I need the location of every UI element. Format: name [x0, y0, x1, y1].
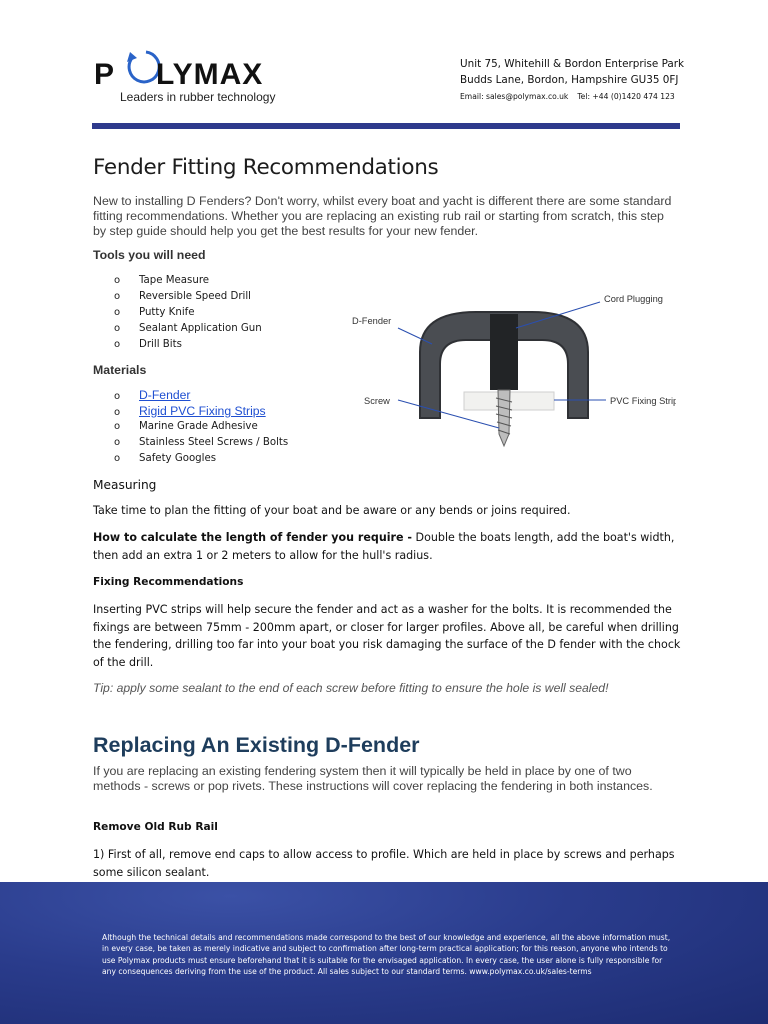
tool-label: Reversible Speed Drill: [139, 291, 252, 302]
tool-label: Sealant Application Gun: [139, 323, 262, 334]
measuring-paragraph: Take time to plan the fitting of your boat and be aware or any bends or joins required.: [93, 504, 571, 517]
address-line-2: Budds Lane, Bordon, Hampshire GU35 0FJ: [460, 74, 679, 86]
polymax-logo: [94, 36, 324, 108]
measuring-heading: Measuring: [93, 478, 157, 492]
svg-text:LYMAX: LYMAX: [156, 58, 264, 91]
header-rule: [92, 123, 680, 129]
replacing-title: Replacing An Existing D-Fender: [93, 733, 420, 757]
tip-text: Tip: apply some sealant to the end of each screw before fitting to ensure the hole is well sealed!: [93, 681, 609, 695]
tool-label: Tape Measure: [139, 275, 210, 286]
contact-meta: [460, 92, 684, 101]
fixing-heading: Fixing Recommendations: [93, 576, 244, 588]
bullet-icon: o: [114, 391, 121, 402]
footer-disclaimer: Although the technical details and recommendations made correspond to the best of our knowledge and experience, all the above information must, in every case, be taken as merely indicative and subject to confirmation after long-term practical application; for this reason, anyone who intends to use Polymax products must ensure beforehand that it is suitable for the envisaged application. In every case, the user alone is fully responsible for any consequences deriving from the use of the product. All sales subject to our standard terms. www.polymax.co.uk/sales-terms: [102, 933, 671, 976]
bullet-icon: o: [114, 307, 121, 318]
tool-item: [114, 337, 262, 353]
bullet-icon: o: [114, 323, 121, 334]
label-screw: Screw: [364, 396, 390, 406]
logo-tagline: Leaders in rubber technology: [120, 90, 276, 104]
materials-list: [114, 387, 288, 467]
remove-rub-rail-heading: Remove Old Rub Rail: [93, 821, 218, 833]
material-label: Marine Grade Adhesive: [139, 421, 258, 432]
tools-heading: Tools you will need: [93, 248, 206, 262]
material-item[interactable]: [114, 387, 288, 403]
bullet-icon: o: [114, 453, 121, 464]
label-cord-plugging: Cord Plugging: [604, 294, 663, 304]
label-pvc-fixing-strip: PVC Fixing Strip: [610, 396, 676, 406]
materials-heading: Materials: [93, 363, 147, 377]
svg-text:P: P: [94, 58, 115, 91]
bullet-icon: o: [114, 437, 121, 448]
bullet-icon: o: [114, 421, 121, 432]
screw: [498, 390, 510, 446]
logo-wordmark-graphic: [94, 36, 324, 92]
d-fender-diagram: [346, 286, 676, 456]
email-text[interactable]: Email: sales@polymax.co.uk: [460, 92, 569, 101]
bullet-icon: o: [114, 291, 121, 302]
tools-list: [114, 273, 262, 353]
contact-block: [460, 56, 684, 101]
tool-item: [114, 273, 262, 289]
page-title: Fender Fitting Recommendations: [93, 155, 439, 180]
cord-plugging: [490, 314, 518, 390]
label-d-fender: D-Fender: [352, 316, 392, 326]
material-label: Safety Googles: [139, 453, 217, 464]
length-calculation-paragraph: [93, 529, 683, 564]
tool-label: Drill Bits: [139, 339, 182, 350]
tool-item: [114, 305, 262, 321]
bullet-icon: o: [114, 275, 121, 286]
length-calculation-text: Double the boats length, add the boat's width, then add an extra 1 or 2 meters to allow for the hull's radius.: [93, 531, 675, 562]
intro-paragraph: New to installing D Fenders? Don't worry, whilst every boat and yacht is different there are some standard fitting recommendations. Whether you are replacing an existing rub rail or starting from scratch, this step by step guide should help you get the best results for your new fender.: [93, 194, 672, 238]
bullet-icon: o: [114, 407, 121, 418]
replacing-intro: If you are replacing an existing fendering system then it will typically be held in place by one of two methods - screws or pop rivets. These instructions will cover replacing the fendering in both instances.: [93, 764, 653, 793]
material-item[interactable]: [114, 403, 288, 419]
bullet-icon: o: [114, 339, 121, 350]
material-item: [114, 435, 288, 451]
step-1-paragraph: 1) First of all, remove end caps to allow access to profile. Which are held in place by screws and perhaps some silicon sealant.: [93, 848, 675, 879]
tool-item: [114, 289, 262, 305]
tel-text: Tel: +44 (0)1420 474 123: [577, 92, 675, 101]
tool-item: [114, 321, 262, 337]
address-line-1: Unit 75, Whitehill & Bordon Enterprise Park: [460, 58, 685, 70]
footer-banner: [0, 882, 768, 1024]
material-label: Stainless Steel Screws / Bolts: [139, 437, 289, 448]
material-link[interactable]: D-Fender: [139, 388, 191, 402]
length-calculation-lead: How to calculate the length of fender you require -: [93, 531, 413, 544]
material-link[interactable]: Rigid PVC Fixing Strips: [139, 404, 266, 418]
fixing-paragraph: Inserting PVC strips will help secure the fender and act as a washer for the bolts. It is recommended the fixings are between 75mm - 200mm apart, or closer for larger profiles. Above all, be careful when drilling the fendering, drilling too far into your boat you risk damaging the surface of the D fender with the chock of the drill.: [93, 603, 681, 669]
material-item: [114, 419, 288, 435]
material-item: [114, 451, 288, 467]
tool-label: Putty Knife: [139, 307, 195, 318]
